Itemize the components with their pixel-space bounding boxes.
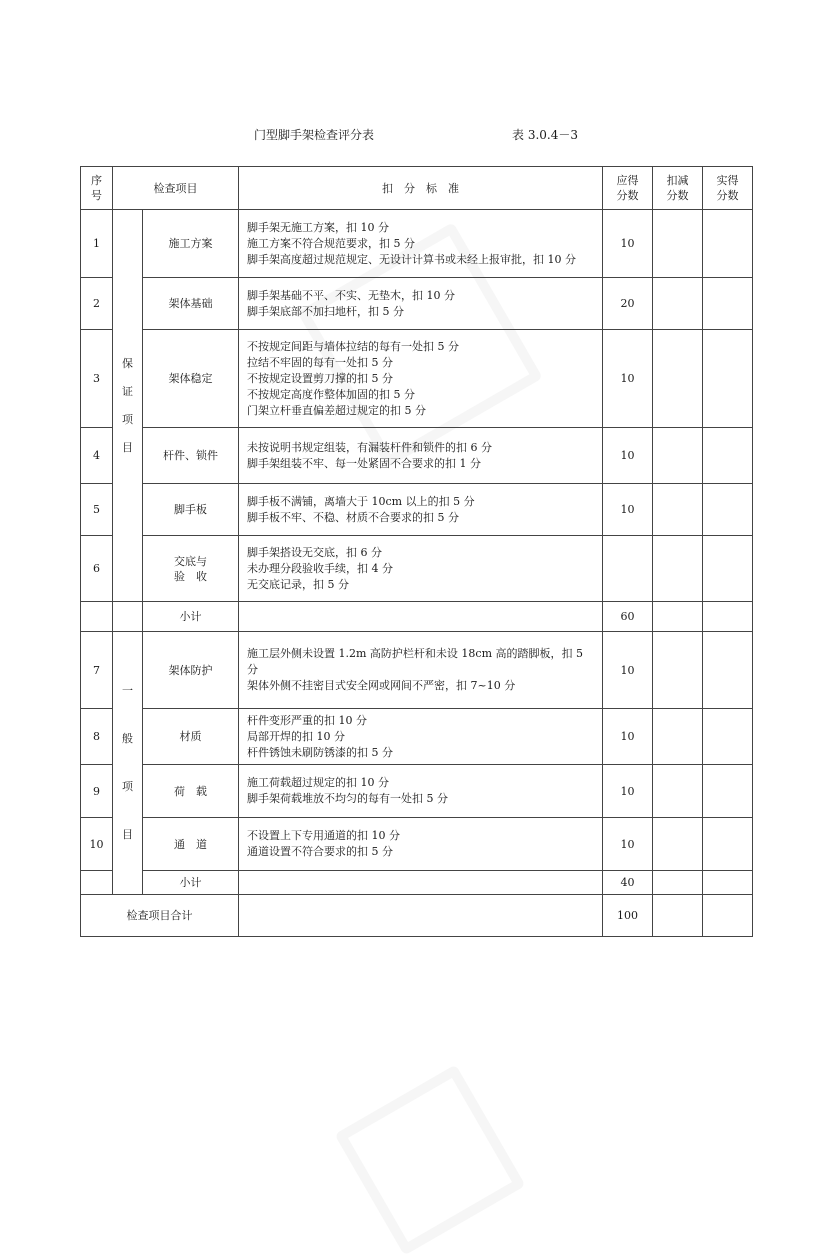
row-standard: 脚手架无施工方案，扣 10 分 施工方案不符合规范要求，扣 5 分 脚手架高度超过规范规定、无设计计算书或未经上报审批，扣 10 分 <box>239 210 603 278</box>
row-standard: 脚手架基础不平、不实、无垫木，扣 10 分 脚手架底部不加扫地杆，扣 5 分 <box>239 278 603 330</box>
subtotal-score: 60 <box>603 602 653 632</box>
row-item-name: 荷 载 <box>143 765 239 818</box>
row-score: 10 <box>603 709 653 765</box>
row-deduct <box>653 709 703 765</box>
row-standard: 施工层外侧未设置 1.2m 高防护栏杆和未设 18cm 高的踏脚板，扣 5 分 架体外侧不挂密目式安全网或网间不严密，扣 7~10 分 <box>239 632 603 709</box>
row-actual <box>703 428 753 484</box>
row-standard: 脚手架搭设无交底，扣 6 分 未办理分段验收手续，扣 4 分 无交底记录，扣 5 分 <box>239 536 603 602</box>
row-seq: 4 <box>81 428 113 484</box>
row-score: 10 <box>603 632 653 709</box>
row-seq: 5 <box>81 484 113 536</box>
table-row <box>81 818 753 871</box>
table-row <box>81 428 753 484</box>
row-standard: 不设置上下专用通道的扣 10 分 通道设置不符合要求的扣 5 分 <box>239 818 603 871</box>
row-actual <box>703 484 753 536</box>
table-row <box>81 278 753 330</box>
row-deduct <box>653 210 703 278</box>
header-actual: 实得分数 <box>703 167 753 210</box>
score-table <box>80 166 753 937</box>
row-actual <box>703 818 753 871</box>
row-deduct <box>653 536 703 602</box>
row-score: 10 <box>603 330 653 428</box>
table-row <box>81 330 753 428</box>
table-row <box>81 484 753 536</box>
row-seq: 8 <box>81 709 113 765</box>
table-number: 表 3.0.4－3 <box>512 128 578 142</box>
row-standard: 不按规定间距与墙体拉结的每有一处扣 5 分 拉结不牢固的每有一处扣 5 分 不按规定设置剪刀撑的扣 5 分 不按规定高度作整体加固的扣 5 分 门架立杆垂直偏差超过规定的扣 5 分 <box>239 330 603 428</box>
row-seq: 1 <box>81 210 113 278</box>
row-seq: 6 <box>81 536 113 602</box>
row-item-name: 架体稳定 <box>143 330 239 428</box>
row-deduct <box>653 428 703 484</box>
header-score: 应得分数 <box>603 167 653 210</box>
page-title: 门型脚手架检查评分表 <box>254 128 375 142</box>
header-seq: 序号 <box>81 167 113 210</box>
row-actual <box>703 709 753 765</box>
total-score: 100 <box>603 895 653 937</box>
table-row <box>81 210 753 278</box>
row-item-name: 杆件、锁件 <box>143 428 239 484</box>
row-actual <box>703 278 753 330</box>
row-item-name: 脚手板 <box>143 484 239 536</box>
table-row <box>81 709 753 765</box>
table-row <box>81 765 753 818</box>
row-deduct <box>653 765 703 818</box>
row-standard: 脚手板不满铺，离墙大于 10cm 以上的扣 5 分 脚手板不牢、不稳、材质不合要求的扣 5 分 <box>239 484 603 536</box>
row-seq: 7 <box>81 632 113 709</box>
row-item-name: 交底与 验 收 <box>143 536 239 602</box>
row-score: 20 <box>603 278 653 330</box>
row-deduct <box>653 278 703 330</box>
header-row <box>81 167 753 210</box>
row-score: 10 <box>603 210 653 278</box>
row-item-name: 施工方案 <box>143 210 239 278</box>
row-standard: 杆件变形严重的扣 10 分 局部开焊的扣 10 分 杆件锈蚀未刷防锈漆的扣 5 分 <box>239 709 603 765</box>
row-seq: 3 <box>81 330 113 428</box>
row-actual <box>703 330 753 428</box>
row-actual <box>703 210 753 278</box>
row-item-name: 材质 <box>143 709 239 765</box>
subtotal-row <box>81 602 753 632</box>
row-score: 10 <box>603 765 653 818</box>
row-item-name: 架体防护 <box>143 632 239 709</box>
row-deduct <box>653 818 703 871</box>
category-guarantee: 保 证 项 目 <box>113 210 143 602</box>
total-label: 检查项目合计 <box>81 895 239 937</box>
row-actual <box>703 536 753 602</box>
subtotal-label: 小计 <box>143 602 239 632</box>
row-score: 10 <box>603 428 653 484</box>
table-row <box>81 536 753 602</box>
watermark <box>334 1064 525 1255</box>
row-score <box>603 536 653 602</box>
row-actual <box>703 765 753 818</box>
subtotal-row <box>81 871 753 895</box>
header-deduct: 扣减分数 <box>653 167 703 210</box>
row-standard: 施工荷载超过规定的扣 10 分 脚手架荷载堆放不均匀的每有一处扣 5 分 <box>239 765 603 818</box>
subtotal-label: 小计 <box>143 871 239 895</box>
row-standard: 未按说明书规定组装，有漏装杆件和锁件的扣 6 分 脚手架组装不牢、每一处紧固不合要求的扣 1 分 <box>239 428 603 484</box>
row-deduct <box>653 484 703 536</box>
table-row <box>81 632 753 709</box>
row-item-name: 架体基础 <box>143 278 239 330</box>
row-deduct <box>653 632 703 709</box>
header-item: 检查项目 <box>113 167 239 210</box>
header-standard: 扣 分 标 准 <box>239 167 603 210</box>
row-seq: 9 <box>81 765 113 818</box>
row-seq: 2 <box>81 278 113 330</box>
row-actual <box>703 632 753 709</box>
row-score: 10 <box>603 484 653 536</box>
row-score: 10 <box>603 818 653 871</box>
total-row <box>81 895 753 937</box>
row-item-name: 通 道 <box>143 818 239 871</box>
row-deduct <box>653 330 703 428</box>
subtotal-score: 40 <box>603 871 653 895</box>
category-general: 一 般 项 目 <box>113 632 143 895</box>
row-seq: 10 <box>81 818 113 871</box>
